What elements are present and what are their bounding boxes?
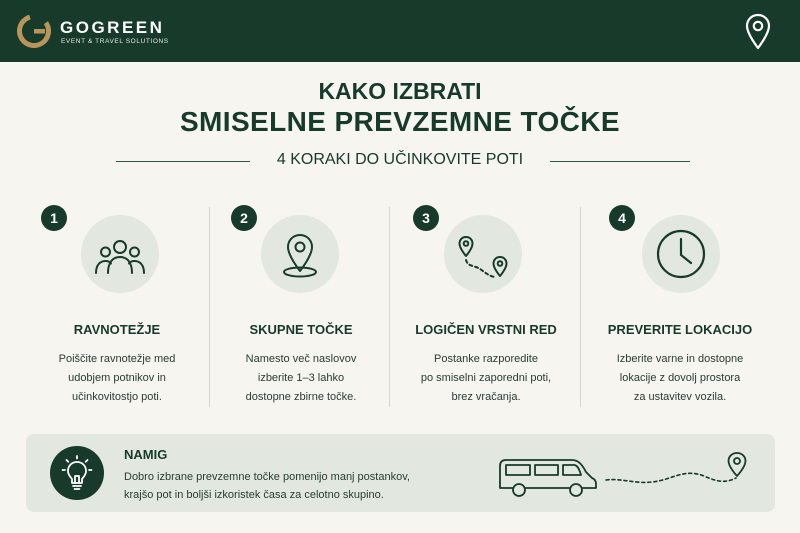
map-pin-icon bbox=[729, 453, 746, 476]
header-bar bbox=[0, 0, 800, 62]
tip-title: NAMIG bbox=[124, 447, 168, 462]
tip-illustration bbox=[492, 444, 752, 504]
tip-text-line: Dobro izbrane prevzemne točke pomenijo manj postankov, bbox=[124, 471, 410, 483]
page-title-line1: KAKO IZBRATI bbox=[318, 78, 482, 104]
van-icon bbox=[500, 460, 596, 496]
brand-tagline: EVENT & TRAVEL SOLUTIONS bbox=[61, 38, 169, 45]
step-description bbox=[585, 350, 775, 407]
tip-text bbox=[124, 468, 504, 504]
step-title: SKUPNE TOČKE bbox=[249, 322, 353, 337]
step-description-line: učinkovitostjo poti. bbox=[72, 391, 162, 403]
tip-box bbox=[26, 434, 775, 512]
step-description-line: brez vračanja. bbox=[451, 391, 521, 403]
step-card-3 bbox=[391, 205, 581, 415]
step-title: RAVNOTEŽJE bbox=[73, 322, 161, 337]
step-description-line: Izberite varne in dostopne bbox=[616, 353, 744, 365]
lightbulb-icon bbox=[50, 446, 104, 500]
step-card-2 bbox=[206, 205, 396, 415]
step-description bbox=[22, 350, 212, 407]
tip-icon-circle bbox=[50, 446, 104, 500]
gogreen-logo-icon bbox=[17, 14, 51, 48]
step-card-4 bbox=[585, 205, 775, 415]
step-number: 1 bbox=[41, 205, 67, 231]
step-title: PREVERITE LOKACIJO bbox=[607, 322, 753, 337]
step-description-line: dostopne zbirne točke. bbox=[245, 391, 357, 403]
step-icon-circle bbox=[444, 215, 522, 293]
step-description-line: za ustavitev vozila. bbox=[633, 391, 727, 403]
clock-icon bbox=[642, 215, 720, 293]
step-icon-circle bbox=[261, 215, 339, 293]
map-pin-icon bbox=[261, 215, 339, 293]
step-description-line: udobjem potnikov in bbox=[68, 372, 166, 384]
page-subtitle: 4 KORAKI DO UČINKOVITE POTI bbox=[276, 151, 524, 168]
step-card-1 bbox=[22, 205, 212, 415]
step-number: 2 bbox=[231, 205, 257, 231]
step-description-line: Poiščite ravnotežje med bbox=[58, 353, 176, 365]
route-icon bbox=[444, 215, 522, 293]
subtitle-rule-right bbox=[550, 161, 690, 162]
step-description-line: lokacije z dovolj prostora bbox=[619, 372, 741, 384]
step-icon-circle bbox=[81, 215, 159, 293]
route-dashed-line bbox=[606, 473, 736, 482]
tip-text-line: krajšo pot in boljši izkoristek časa za celotno skupino. bbox=[124, 489, 384, 501]
step-number: 4 bbox=[609, 205, 635, 231]
step-title: LOGIČEN VRSTNI RED bbox=[415, 322, 557, 337]
step-icon-circle bbox=[642, 215, 720, 293]
map-pin-icon bbox=[744, 12, 772, 52]
step-description-line: izberite 1–3 lahko bbox=[257, 372, 345, 384]
step-description bbox=[391, 350, 581, 407]
step-description-line: po smiselni zaporedni poti, bbox=[420, 372, 552, 384]
step-description-line: Postanke razporedite bbox=[434, 353, 538, 365]
page-title-line2: SMISELNE PREVZEMNE TOČKE bbox=[179, 106, 621, 137]
group-people-icon bbox=[81, 215, 159, 293]
subtitle-rule-left bbox=[116, 161, 250, 162]
brand-name: GOGREEN bbox=[60, 18, 165, 37]
step-description-line: Namesto več naslovov bbox=[245, 353, 357, 365]
step-description bbox=[206, 350, 396, 407]
step-number: 3 bbox=[413, 205, 439, 231]
